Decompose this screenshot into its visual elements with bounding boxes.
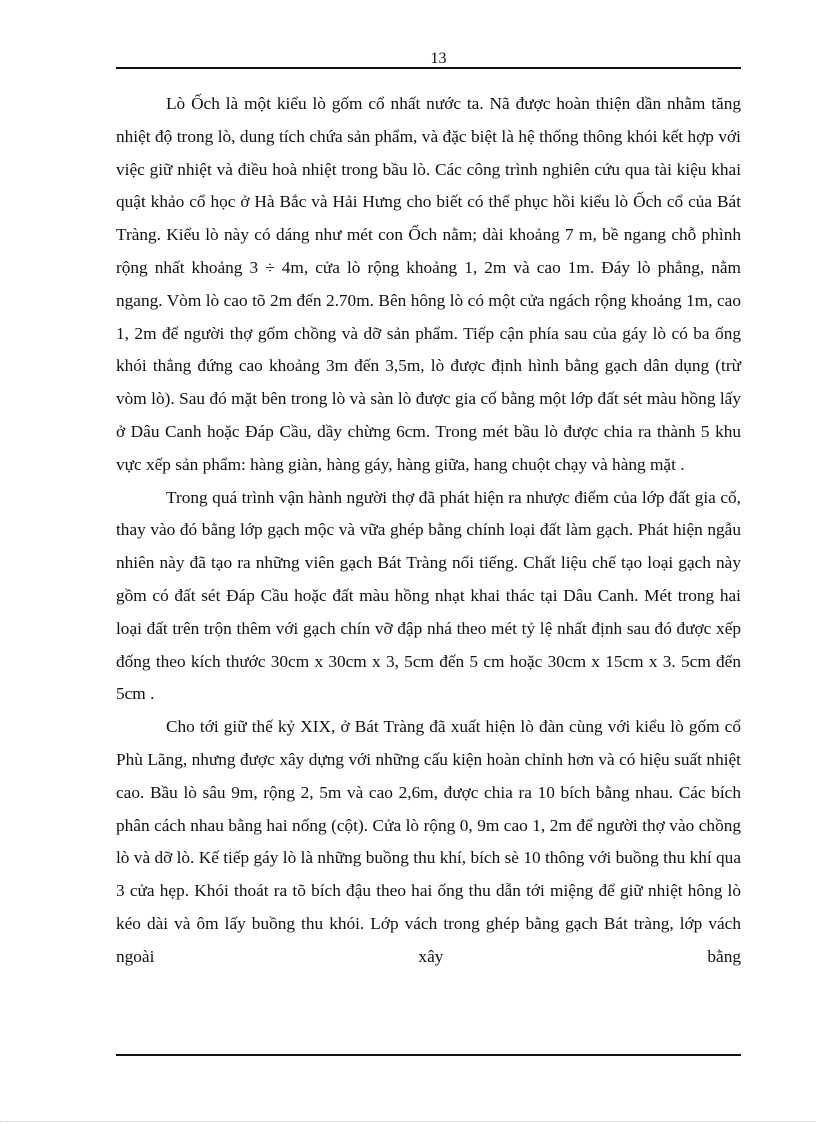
page-edge-divider	[0, 1121, 816, 1122]
paragraph-lo-och: Lò Ốch là một kiểu lò gốm cổ nhất nước ta. Nã được hoàn thiện dần nhằm tăng nhiệt độ trong lò, dung tích chứa sản phẩm, và đặc biệt là hệ thống thông khói kết hợp với việc giữ nhiệt và điều hoà nhiệt trong bầu lò. Các công trình nghiên cứu qua tài kiệu khai quật khảo cổ học ở Hà Bắc và Hải Hưng cho biết có thể phục hồi kiểu lò Ốch cổ của Bát Tràng. Kiểu lò này có dáng như mét con Ốch nằm; dài khoảng 7 m, bề ngang chỗ phình rộng nhất khoảng 3 ÷ 4m, cửa lò rộng khoảng 1, 2m và cao 1m. Đáy lò phẳng, nằm ngang. Vòm lò cao tõ 2m đến 2.70m. Bên hông lò có một cửa ngách rộng khoảng 1m, cao 1, 2m để người thợ gốm chồng và dỡ sản phẩm. Tiếp cận phía sau của gáy lò có ba ống khói thẳng đứng cao khoảng 3m đến 3,5m, lò được định hình bằng gạch dân dụng (trừ vòm lò). Sau đó mặt bên trong lò và sàn lò được gia cố bằng một lớp đất sét màu hồng lấy ở Dâu Canh hoặc Đáp Cầu, dầy chừng 6cm. Trong mét bầu lò được chia ra thành 5 khu vực xếp sản phẩm: hàng giàn, hàng gáy, hàng giữa, hang chuột chạy và hàng mặt .	[116, 94, 741, 474]
page-number: 13	[430, 50, 447, 67]
header-rule	[116, 67, 741, 69]
paragraph-gach-bat-trang: Trong quá trình vận hành người thợ đã phát hiện ra nhược điểm của lớp đất gia cố, thay vào đó bằng lớp gạch mộc và vữa ghép bằng chính loại đất làm gạch. Phát hiện ngẫu nhiên này đã tạo ra những viên gạch Bát Tràng nổi tiếng. Chất liệu chế tạo loại gạch này gồm có đất sét Đáp Cầu hoặc đất màu hồng nhạt khai thác tại Dâu Canh. Mét trong hai loại đất trên trộn thêm với gạch chín vỡ đập nhá theo mét tỷ lệ nhất định sau đó được xếp đống theo kích thước 30cm x 30cm x 3, 5cm đến 5 cm hoặc 30cm x 15cm x 3. 5cm đến 5cm .	[116, 487, 741, 704]
document-body	[116, 88, 741, 974]
paragraph-lo-dan: Cho tới giữ thế kỷ XIX, ở Bát Tràng đã xuất hiện lò đàn cùng với kiểu lò gốm cổ Phù Lãng, nhưng được xây dựng với những cấu kiện hoàn chỉnh hơn và có hiệu suất nhiệt cao. Bầu lò sâu 9m, rộng 2, 5m và cao 2,6m, được chia ra 10 bích bằng nhau. Các bích phân cách nhau bằng hai nống (cột). Cửa lò rộng 0, 9m cao 1, 2m để người thợ vào chồng lò và dỡ lò. Kế tiếp gáy lò là những buồng thu khí, bích sè 10 thông với buồng thu khí qua 3 cửa hẹp. Khói thoát ra tõ bích đậu theo hai ống thu dẫn tới miệng để giữ nhiệt hông lò kéo dài và ôm lấy buồng thu khói. Lớp vách trong ghép bằng gạch Bát tràng, lớp vách ngoài xây bằng	[116, 717, 741, 966]
footer-rule	[116, 1054, 741, 1056]
